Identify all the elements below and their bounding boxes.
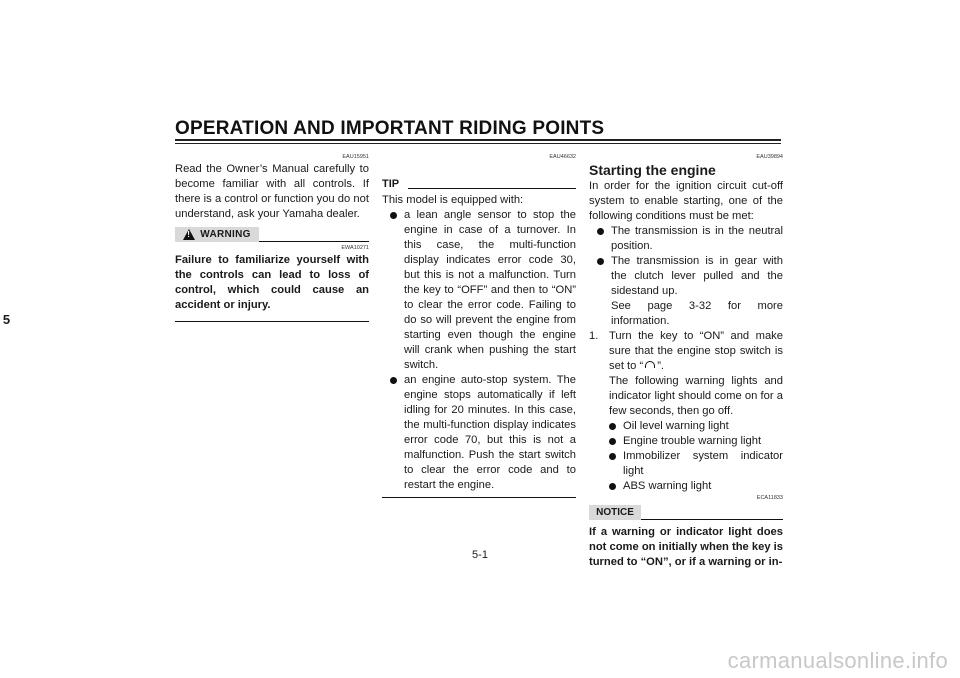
reference-code: EAU15951	[342, 154, 369, 160]
bullet-icon	[390, 212, 397, 219]
reference-code: EAU46632	[549, 154, 576, 160]
title-rule-thin	[175, 143, 781, 144]
step-text-end: ”.	[657, 360, 665, 372]
watermark: carmanualsonline.info	[727, 648, 948, 673]
notice-rule	[641, 519, 783, 520]
step-follow-text: The following warning lights and indicator light should come on for a few seconds, then go off.	[609, 375, 783, 417]
chapter-tab: 5	[2, 312, 11, 327]
section-intro: In order for the ignition circuit cut-off system to enable starting, one of the following conditions must be met:	[589, 180, 783, 222]
tip-bullet-list	[382, 208, 576, 493]
list-item: Engine trouble warning light	[589, 434, 783, 449]
reference-code: EAU39894	[756, 154, 783, 160]
tip-end-rule	[382, 497, 576, 498]
page-title: OPERATION AND IMPORTANT RIDING POINTS	[175, 118, 605, 139]
warning-header	[175, 227, 369, 244]
column-tip	[382, 150, 576, 498]
list-item: Immobilizer system indicator light	[589, 449, 783, 479]
notice-code: ECA11833	[756, 495, 783, 501]
list-item: Oil level warning light	[589, 419, 783, 434]
section-title: Starting the engine	[589, 162, 716, 178]
warning-code: EWA10271	[341, 245, 369, 251]
bullet-icon	[597, 258, 604, 265]
warning-end-rule	[175, 321, 369, 322]
lights-list	[589, 419, 783, 494]
bullet-icon	[609, 453, 616, 460]
list-item: The transmission is in gear with the clutch lever pulled and the sidestand up.	[589, 254, 783, 299]
bullet-icon	[609, 438, 616, 445]
warning-rule	[259, 241, 369, 242]
notice-header	[589, 505, 783, 522]
tip-label: TIP	[382, 178, 400, 190]
warning-triangle-icon: !	[183, 229, 195, 240]
title-rule	[175, 139, 781, 141]
bullet-icon	[609, 423, 616, 430]
list-item: an engine auto-stop system. The engine stops automatically if left idling for 20 minutes. In this case, the multi-function display indicates error code 70, but this is not a malfunction. Push the start switch to clear the error code and to restart the engine.	[382, 373, 576, 493]
warning-label: WARNING	[200, 229, 251, 240]
warning-badge	[175, 227, 259, 242]
notice-badge: NOTICE	[589, 505, 641, 520]
tip-intro: This model is equipped with:	[382, 194, 524, 206]
tip-rule	[408, 188, 576, 189]
see-page-note: See page 3-32 for more information.	[611, 300, 783, 327]
list-item: The transmission is in the neutral position.	[589, 224, 783, 254]
page-number: 5-1	[472, 549, 488, 561]
bullet-icon	[597, 228, 604, 235]
column-starting-engine	[589, 150, 783, 570]
list-item: ABS warning light	[589, 479, 783, 494]
tip-header	[382, 178, 576, 193]
bullet-icon	[390, 377, 397, 384]
step-1	[589, 329, 783, 374]
notice-text: If a warning or indicator light does not come on initially when the key is turned to “ON”, or if a warning or in-	[589, 526, 783, 568]
column-intro	[175, 150, 369, 322]
warning-text: Failure to familiarize yourself with the controls can lead to loss of control, which could cause an accident or injury.	[175, 254, 369, 311]
step-number: 1.	[589, 330, 599, 342]
engine-run-symbol-icon	[645, 361, 655, 368]
conditions-list	[589, 224, 783, 299]
step-text: Turn the key to “ON” and make sure that the engine stop switch is set to “	[609, 330, 783, 372]
intro-paragraph: Read the Owner’s Manual carefully to become familiar with all controls. If there is a control or function you do not understand, ask your Yamaha dealer.	[175, 163, 369, 220]
list-item: a lean angle sensor to stop the engine in case of a turnover. In this case, the multi-function display indicates error code 30, but this is not a malfunction. Turn the key to “OFF” and then to “ON” to clear the error code. Failing to do so will prevent the engine from starting even though the engine will crank when pushing the start switch.	[382, 208, 576, 373]
bullet-icon	[609, 483, 616, 490]
